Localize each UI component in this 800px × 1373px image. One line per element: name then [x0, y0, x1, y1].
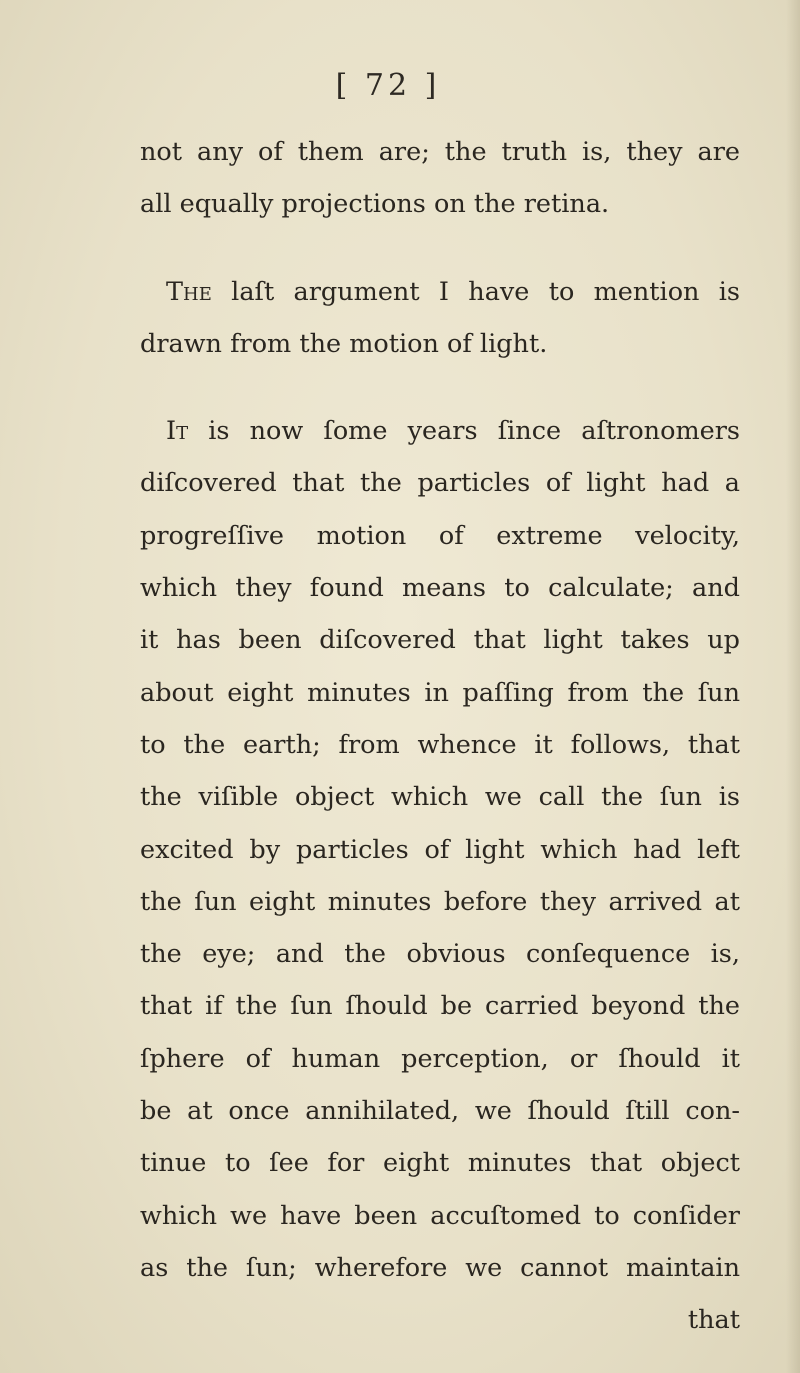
- text-line: it has been diſcovered that light takes up: [140, 625, 740, 656]
- text-line: the viſible object which we call the ſun is: [140, 782, 740, 813]
- text-line: drawn from the motion of light.: [140, 328, 548, 359]
- text-line: excited by particles of light which had left: [140, 834, 740, 865]
- text-line: that if the ſun ſhould be carried beyond the: [140, 991, 740, 1022]
- text-line: progreſſive motion of extreme velocity,: [140, 520, 740, 551]
- text-line: to the earth; from whence it follows, that: [140, 729, 740, 760]
- body-text: [140, 126, 740, 1347]
- paragraph-2: [140, 266, 740, 371]
- text-line: diſcovered that the particles of light had a: [140, 468, 740, 499]
- text-line: [140, 266, 740, 318]
- text-line: tinue to ſee for eight minutes that object: [140, 1148, 740, 1179]
- text-line-rest: is now ſome years ſince aſtronomers: [208, 416, 740, 447]
- text-line: about eight minutes in paſſing from the ſun: [140, 677, 740, 708]
- text-line: the ſun eight minutes before they arrived at: [140, 886, 740, 917]
- text-line: all equally projections on the retina.: [140, 189, 610, 220]
- text-line: which they found means to calculate; and: [140, 573, 740, 604]
- text-line: the eye; and the obvious conſequence is,: [140, 939, 740, 970]
- paragraph-3: [140, 405, 740, 1294]
- text-line: ſphere of human perception, or ſhould it: [140, 1043, 740, 1074]
- paragraph-lead-word: The: [166, 276, 212, 307]
- text-line: as the ſun; wherefore we cannot maintain: [140, 1252, 740, 1283]
- page-edge-shadow: [786, 0, 800, 1373]
- text-line-rest: laſt argument I have to mention is: [231, 276, 741, 307]
- page-number: [ 72 ]: [335, 68, 441, 103]
- paragraph-lead-word: It: [166, 416, 189, 447]
- text-line: [140, 405, 740, 457]
- text-line: be at once annihilated, we ſhould ſtill con-: [140, 1096, 740, 1127]
- catchword: that: [687, 1305, 740, 1336]
- text-line: which we have been accuſtomed to conſider: [140, 1200, 740, 1231]
- paragraph-1: [140, 126, 740, 231]
- text-line: not any of them are; the truth is, they are: [140, 137, 740, 167]
